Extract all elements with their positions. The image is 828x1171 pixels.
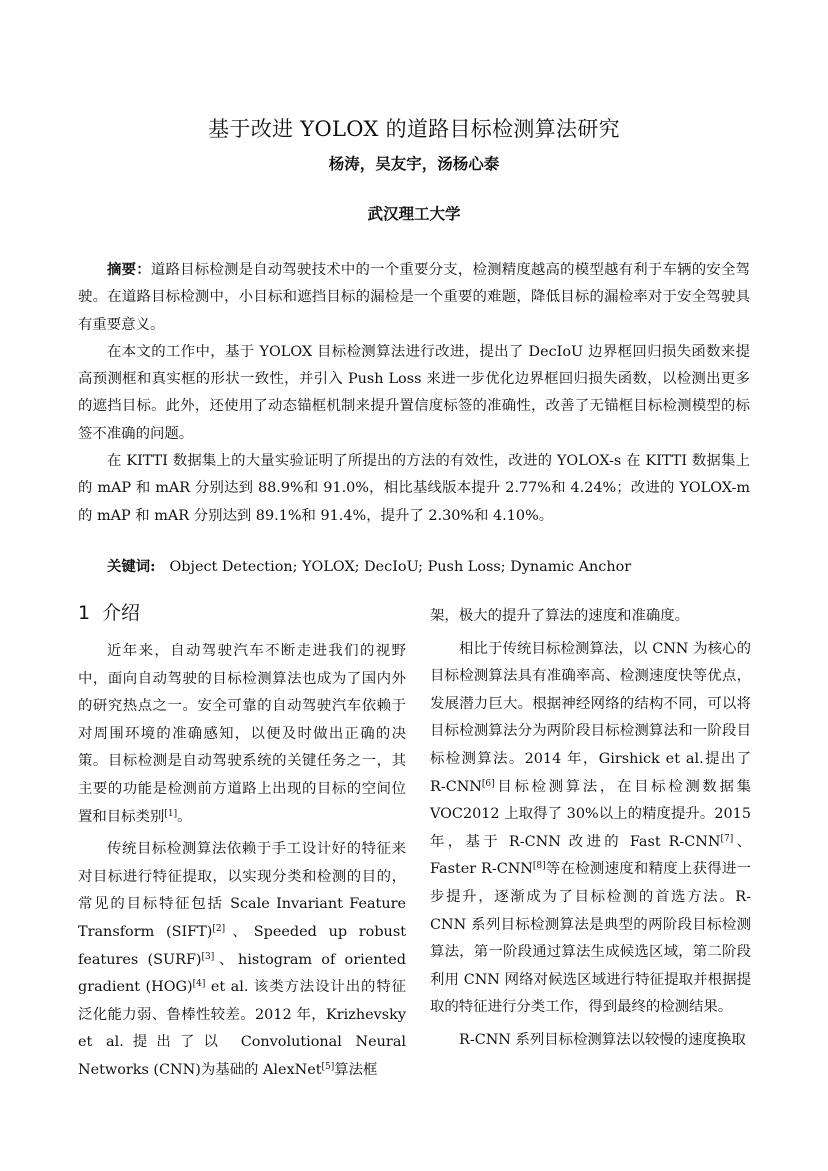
body-text: 、histogram of oriented gradient (HOG) xyxy=(78,951,406,996)
body-text: 、Speeded up robust features (SURF) xyxy=(78,923,406,968)
keywords-label: 关键词: xyxy=(107,558,156,575)
section-heading xyxy=(78,598,406,628)
paper-affiliation: 武汉理工大学 xyxy=(367,204,461,223)
keywords-text: Object Detection; YOLOX; DecIoU; Push Loss; Dynamic Anchor xyxy=(169,559,632,575)
abstract-label: 摘要： xyxy=(107,261,151,278)
citation-ref: [6] xyxy=(481,778,495,789)
section-number: 1 xyxy=(78,602,91,624)
paper-title: 基于改进 YOLOX 的道路目标检测算法研究 xyxy=(208,117,620,142)
abstract-text-1: 道路目标检测是自动驾驶技术中的一个重要分支，检测精度越高的模型越有利于车辆的安全驾驶。在道路目标检测中，小目标和遮挡目标的漏检是一个重要的难题，降低目标的漏检率对于安全驾驶具有重要意义。 xyxy=(78,262,750,333)
body-text: 。 xyxy=(177,808,192,825)
body-text: 传统目标检测算法依赖于手工设计好的特征来对目标进行特征提取，以实现分类和检测的目的，常见的目标特征包括 Scale Invariant Feature Transform (SIFT) xyxy=(78,841,406,940)
abstract-paragraph-1 xyxy=(78,256,750,339)
citation-ref: [7] xyxy=(720,833,734,844)
left-column xyxy=(78,598,406,1090)
citation-ref: [1] xyxy=(164,808,178,819)
body-paragraph xyxy=(78,638,406,831)
citation-ref: [8] xyxy=(532,861,546,872)
citation-ref: [5] xyxy=(321,1061,335,1072)
body-text: 等在检测速度和精度上获得进一步提升，逐渐成为了目标检测的首选方法。R-CNN 系列目标检测算法是典型的两阶段目标检测算法，第一阶段通过算法生成候选区域，第二阶段利用 CNN 网络对候选区域进行特征提取并根据提取的特征进行分类工作，得到最终的检测结果。 xyxy=(430,861,751,1016)
section-title: 介绍 xyxy=(102,602,141,624)
body-text: 相比于传统目标检测算法，以 CNN 为核心的目标检测算法具有准确率高、检测速度快等优点，发展潜力巨大。根据神经网络的结构不同，可以将目标检测算法分为两阶段目标检测算法和一阶段目标检测算法。2014 年，Girshick et al.提出了 R-CNN xyxy=(430,640,751,795)
body-text: 目标检测算法，在目标检测数据集 VOC2012 上取得了 30%以上的精度提升。2015 年，基于 R-CNN 改进的 Fast R-CNN xyxy=(430,778,751,850)
citation-ref: [2] xyxy=(212,923,226,934)
abstract-paragraph-3: 在 KITTI 数据集上的大量实验证明了所提出的方法的有效性，改进的 YOLOX-s 在 KITTI 数据集上的 mAP 和 mAR 分别达到 88.9%和 91.0%，相比基线版本提升 2.77%和 4.24%；改进的 YOLOX-m 的 mAP 和 mAR 分别达到 89.1%和 91.4%，提升了 2.30%和 4.10%。 xyxy=(78,453,750,524)
body-paragraph xyxy=(430,636,751,1022)
keywords xyxy=(107,555,757,579)
paper-authors: 杨涛，吴友宇，汤杨心泰 xyxy=(328,154,500,173)
body-paragraph xyxy=(78,836,406,1084)
body-text: 近年来，自动驾驶汽车不断走进我们的视野中，面向自动驾驶的目标检测算法也成为了国内外的研究热点之一。安全可靠的自动驾驶汽车依赖于对周围环境的准确感知，以便及时做出正确的决策。目标检测是自动驾驶系统的关键任务之一，其主要的功能是检测前方道路上出现的目标的空间位置和目标类别 xyxy=(78,643,406,825)
citation-ref: [4] xyxy=(192,979,206,990)
body-paragraph: R-CNN 系列目标检测算法以较慢的速度换取 xyxy=(459,1031,746,1048)
abstract-paragraph-2: 在本文的工作中，基于 YOLOX 目标检测算法进行改进，提出了 DecIoU 边界框回归损失函数来提高预测框和真实框的形状一致性，并引入 Push Loss 来进一步优化边界框回归损失函数，以检测出更多的遮挡目标。此外，还使用了动态锚框机制来提升置信度标签的准确性，改善了无锚框目标检测模型的标签不准确的问题。 xyxy=(78,343,750,442)
right-column xyxy=(430,603,751,1060)
body-text: et al. 该类方法设计出的特征泛化能力弱、鲁棒性较差。2012 年，Krizhevsky et al.提出了以 Convolutional Neural Networks (CNN)为基础的 AlexNet xyxy=(78,979,407,1078)
body-paragraph: 架，极大的提升了算法的速度和准确度。 xyxy=(430,608,690,624)
abstract xyxy=(78,256,750,530)
body-text: 算法框 xyxy=(334,1061,378,1078)
citation-ref: [3] xyxy=(201,951,215,962)
body-text: 、Faster R-CNN xyxy=(430,833,751,878)
